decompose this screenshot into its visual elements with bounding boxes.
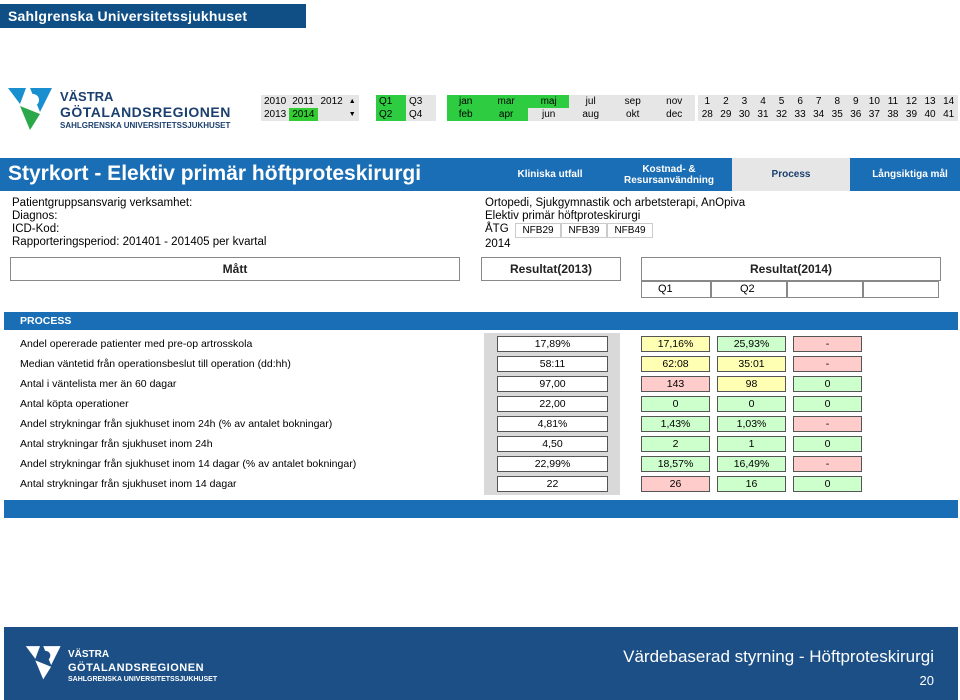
info-verksamhet-value: Ortopedi, Sjukgymnastik och arbetsterapi, AnOpiva (485, 197, 746, 209)
result-2014-cell: 0 (641, 396, 710, 412)
measure-label: Andel strykningar från sjukhuset inom 14 dagar (% av antalet bokningar) (20, 458, 357, 470)
info-period-value: 2014 (485, 238, 511, 250)
month-jul[interactable]: jul (569, 95, 612, 108)
result-2014-cell: - (793, 416, 862, 432)
year-selector[interactable] (261, 95, 359, 121)
top-banner: Sahlgrenska Universitetssjukhuset (0, 4, 306, 28)
result-2013-cell: 22,99% (497, 456, 608, 472)
week-cell[interactable]: 34 (813, 109, 825, 120)
year-2014[interactable]: 2014 (289, 108, 317, 121)
week-cell[interactable]: 35 (831, 109, 843, 120)
result-2014-cell: 98 (717, 376, 786, 392)
region-logo-icon (24, 643, 64, 681)
info-diagnos-value: Elektiv primär höftproteskirurgi (485, 210, 641, 222)
tab-kliniska-utfall[interactable]: Kliniska utfall (517, 169, 583, 180)
result-2014-cell: 0 (793, 436, 862, 452)
year-empty (318, 108, 346, 121)
year-2012[interactable]: 2012 (318, 95, 346, 108)
week-cell[interactable]: 1 (704, 96, 711, 107)
atg-code: NFB49 (607, 223, 653, 238)
week-cell[interactable]: 29 (720, 109, 732, 120)
week-cell[interactable]: 7 (815, 96, 822, 107)
week-cell[interactable]: 39 (905, 109, 918, 120)
result-2014-cell: 35:01 (717, 356, 786, 372)
week-cell[interactable]: 8 (834, 96, 840, 107)
result-2013-cell: 97,00 (497, 376, 608, 392)
quarter-q3[interactable]: Q3 (406, 95, 436, 108)
result-2014-cell: 18,57% (641, 456, 710, 472)
measure-label: Antal strykningar från sjukhuset inom 24h (20, 438, 213, 450)
header-q2: Q2 (711, 281, 787, 298)
header-q4 (863, 281, 939, 298)
logo (6, 84, 256, 134)
month-okt[interactable]: okt (612, 108, 654, 121)
info-period-label: Rapporteringsperiod: 201401 - 201405 per kvartal (12, 236, 267, 248)
tab-process[interactable]: Process (732, 158, 850, 191)
info-icd-label: ICD-Kod: (12, 223, 60, 235)
week-cell[interactable]: 2 (723, 96, 729, 107)
week-selector[interactable] (698, 95, 958, 121)
quarter-q4[interactable]: Q4 (406, 108, 436, 121)
result-2014-cell: 0 (717, 396, 786, 412)
bottom-band (4, 500, 958, 518)
month-apr[interactable]: apr (484, 108, 528, 121)
result-2014-cell: 0 (793, 476, 862, 492)
result-2014-cell: 16,49% (717, 456, 786, 472)
measure-label: Andel strykningar från sjukhuset inom 24h (% av antalet bokningar) (20, 418, 333, 430)
result-2014-cell: 0 (793, 376, 862, 392)
week-cell[interactable]: 38 (887, 109, 899, 120)
quarter-q1[interactable]: Q1 (376, 95, 406, 108)
week-cell[interactable]: 33 (794, 109, 806, 120)
measure-label: Antal köpta operationer (20, 398, 129, 410)
result-2013-cell: 4,81% (497, 416, 608, 432)
week-cell[interactable]: 13 (924, 96, 936, 107)
atg-row (485, 223, 745, 238)
footer-title: Värdebaserad styrning - Höftproteskirurgi (623, 647, 934, 666)
month-aug[interactable]: aug (569, 108, 612, 121)
atg-code: NFB39 (561, 223, 607, 238)
measure-label: Antal strykningar från sjukhuset inom 14 dagar (20, 478, 237, 490)
quarter-header-row (641, 281, 941, 298)
month-mar[interactable]: mar (484, 95, 528, 108)
result-2014-cell: 17,16% (641, 336, 710, 352)
week-cell[interactable]: 9 (853, 96, 859, 107)
info-verksamhet-label: Patientgruppsansvarig verksamhet: (12, 197, 193, 209)
month-jun[interactable]: jun (528, 108, 570, 121)
week-cell[interactable]: 41 (943, 109, 955, 120)
result-2014-cell: 1,03% (717, 416, 786, 432)
measure-label: Antal i väntelista mer än 60 dagar (20, 378, 177, 390)
week-cell[interactable]: 37 (868, 109, 880, 120)
scroll-down-icon[interactable]: ▼ (346, 108, 359, 121)
result-2013-cell: 22,00 (497, 396, 608, 412)
header-matt: Mått (10, 257, 460, 281)
logo-line1: VÄSTRA (60, 89, 114, 104)
quarter-q2[interactable]: Q2 (376, 108, 406, 121)
week-cell[interactable]: 12 (905, 96, 918, 107)
week-cell[interactable]: 11 (887, 96, 899, 107)
header-resultat-2013: Resultat(2013) (481, 257, 621, 281)
atg-code: NFB29 (515, 223, 561, 238)
result-2013-cell: 17,89% (497, 336, 608, 352)
year-2011[interactable]: 2011 (289, 95, 317, 108)
result-2013-cell: 58:11 (497, 356, 608, 372)
week-cell[interactable]: 6 (797, 96, 803, 107)
year-2013[interactable]: 2013 (261, 108, 289, 121)
result-2014-cell: 62:08 (641, 356, 710, 372)
month-sep[interactable]: sep (612, 95, 654, 108)
page-title: Styrkort - Elektiv primär höftproteskirurgi (8, 162, 422, 185)
tab-kostnad-resurs[interactable]: Kostnad- & Resursanvändning (623, 163, 715, 186)
result-2014-cell: - (793, 456, 862, 472)
result-2014-cell: 16 (717, 476, 786, 492)
month-jan[interactable]: jan (447, 95, 484, 108)
result-2014-cell: 2 (641, 436, 710, 452)
region-logo-icon (6, 84, 56, 132)
result-2013-cell: 22 (497, 476, 608, 492)
measure-label: Andel opererade patienter med pre-op artrosskola (20, 338, 253, 350)
year-2010[interactable]: 2010 (261, 95, 289, 108)
header-q1: Q1 (641, 281, 711, 298)
month-nov[interactable]: nov (653, 95, 695, 108)
result-2014-cell: - (793, 336, 862, 352)
week-cell[interactable]: 28 (701, 109, 713, 120)
result-2014-cell: 0 (793, 396, 862, 412)
month-feb[interactable]: feb (447, 108, 484, 121)
result-2013-cell: 4,50 (497, 436, 608, 452)
month-selector[interactable] (447, 95, 695, 121)
tab-langsiktiga-mal[interactable]: Långsiktiga mål (872, 169, 948, 180)
footer (4, 627, 958, 700)
measure-label: Median väntetid från operationsbeslut till operation (dd:hh) (20, 358, 291, 370)
month-maj[interactable]: maj (528, 95, 570, 108)
week-cell[interactable]: 30 (738, 109, 750, 120)
week-cell[interactable]: 3 (741, 96, 748, 107)
footer-logo-line1: VÄSTRA (68, 649, 110, 660)
week-cell[interactable]: 10 (868, 96, 880, 107)
page-number: 20 (919, 673, 934, 688)
quarter-selector[interactable] (376, 95, 436, 121)
logo-line2: GÖTALANDSREGIONEN (60, 104, 231, 120)
week-cell[interactable]: 31 (757, 109, 769, 120)
section-header: PROCESS (4, 312, 958, 330)
month-dec[interactable]: dec (653, 108, 695, 121)
info-left (12, 197, 266, 249)
info-diagnos-label: Diagnos: (12, 210, 58, 222)
week-cell[interactable]: 36 (850, 109, 862, 120)
week-cell[interactable]: 40 (924, 109, 936, 120)
result-2014-cell: 1 (717, 436, 786, 452)
atg-label: ÅTG (485, 223, 509, 235)
result-2014-cell: 25,93% (717, 336, 786, 352)
week-cell[interactable]: 4 (760, 96, 766, 107)
logo-line3: SAHLGRENSKA UNIVERSITETSSJUKHUSET (60, 121, 231, 130)
week-cell[interactable]: 32 (775, 109, 788, 120)
result-2014-cell: - (793, 356, 862, 372)
footer-logo-line3: SAHLGRENSKA UNIVERSITETSSJUKHUSET (68, 676, 218, 683)
header-q3 (787, 281, 863, 298)
scroll-up-icon[interactable]: ▲ (346, 95, 359, 108)
result-2014-cell: 143 (641, 376, 710, 392)
header-resultat-2014: Resultat(2014) (641, 257, 941, 281)
week-cell[interactable]: 5 (778, 96, 785, 107)
info-right (485, 197, 745, 251)
footer-logo-line2: GÖTALANDSREGIONEN (68, 662, 205, 674)
result-2014-cell: 1,43% (641, 416, 710, 432)
result-2014-cell: 26 (641, 476, 710, 492)
week-cell[interactable]: 14 (943, 96, 955, 107)
